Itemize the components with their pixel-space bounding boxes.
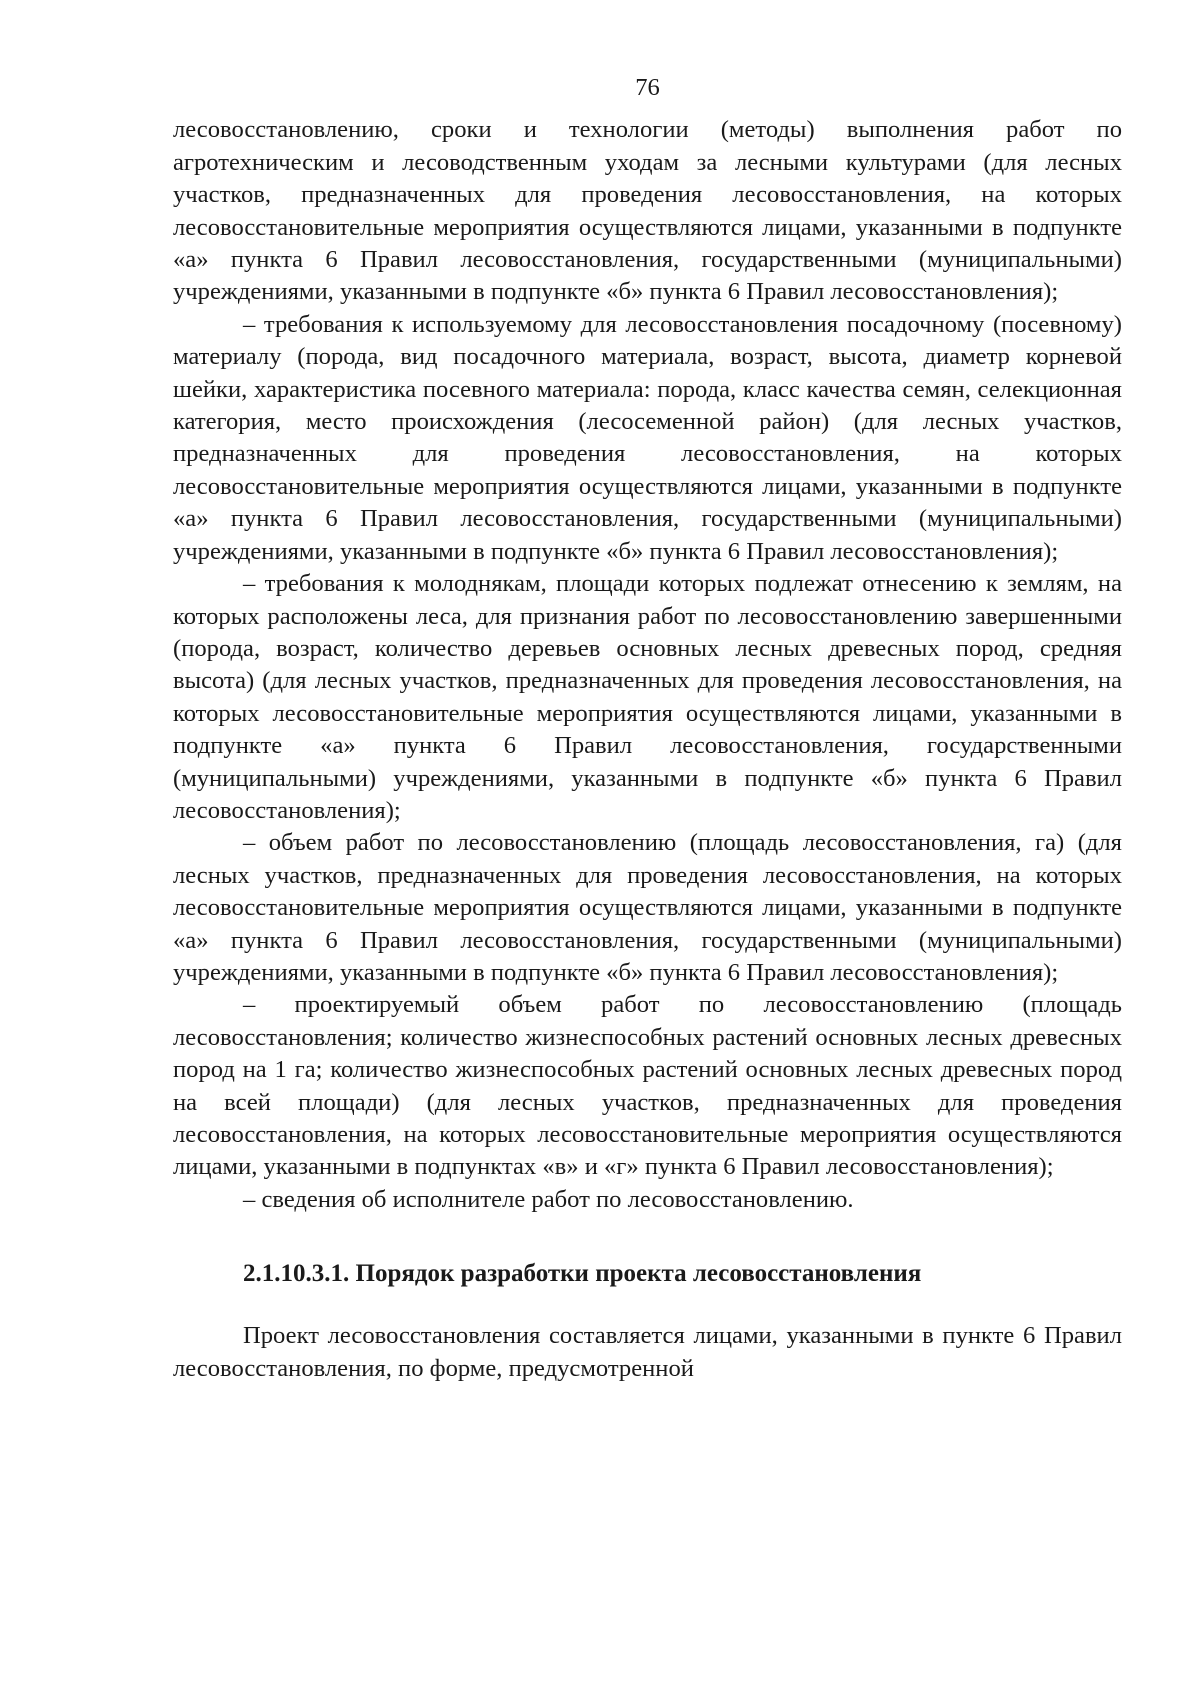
- list-item-young-growth: – требования к молоднякам, площади которых подлежат отнесению к землям, на которых расположены леса, для признания работ по лесовосстановлению завершенными (порода, возраст, количество деревьев основных лесных древесных пород, средняя высота) (для лесных участков, предназначенных для проведения лесовосстановления, на которых лесовосстановительные мероприятия осуществляются лицами, указанными в подпункте «а» пункта 6 Правил лесовосстановления, государственными (муниципальными) учреждениями, указанными в подпункте «б» пункта 6 Правил лесовосстановления);: [173, 570, 1122, 824]
- paragraph-project-procedure: Проект лесовосстановления составляется лицами, указанными в пункте 6 Правил лесовосстановления, по форме, предусмотренной: [173, 1322, 1122, 1382]
- list-item-work-volume: – объем работ по лесовосстановлению (площадь лесовосстановления, га) (для лесных участков, предназначенных для проведения лесовосстановления, на которых лесовосстановительные мероприятия осуществляются лицами, указанными в подпункте «а» пункта 6 Правил лесовосстановления, государственными (муниципальными) учреждениями, указанными в подпункте «б» пункта 6 Правил лесовосстановления);: [173, 829, 1122, 986]
- page-number: 76: [635, 74, 660, 101]
- list-item-contractor-info: – сведения об исполнителе работ по лесовосстановлению.: [243, 1185, 854, 1213]
- paragraph-continuation: лесовосстановлению, сроки и технологии (методы) выполнения работ по агротехническим и лесоводственным уходам за лесными культурами (для лесных участков, предназначенных для проведения лесовосстановления, на которых лесовосстановительные мероприятия осуществляются лицами, указанными в подпункте «а» пункта 6 Правил лесовосстановления, государственными (муниципальными) учреждениями, указанными в подпункте «б» пункта 6 Правил лесовосстановления);: [173, 116, 1122, 306]
- list-item-planting-material: – требования к используемому для лесовосстановления посадочному (посевному) материалу (порода, вид посадочного материала, возраст, высота, диаметр корневой шейки, характеристика посевного материала: порода, класс качества семян, селекционная категория, место происхождения (лесосеменной район) (для лесных участков, предназначенных для проведения лесовосстановления, на которых лесовосстановительные мероприятия осуществляются лицами, указанными в подпункте «а» пункта 6 Правил лесовосстановления, государственными (муниципальными) учреждениями, указанными в подпункте «б» пункта 6 Правил лесовосстановления);: [173, 310, 1122, 565]
- list-item-projected-volume: – проектируемый объем работ по лесовосстановлению (площадь лесовосстановления; количество жизнеспособных растений основных лесных древесных пород на 1 га; количество жизнеспособных растений основных лесных древесных пород на всей площади) (для лесных участков, предназначенных для проведения лесовосстановления, на которых лесовосстановительные мероприятия осуществляются лицами, указанными в подпунктах «в» и «г» пункта 6 Правил лесовосстановления);: [173, 991, 1122, 1181]
- section-heading: 2.1.10.3.1. Порядок разработки проекта лесовосстановления: [243, 1260, 922, 1288]
